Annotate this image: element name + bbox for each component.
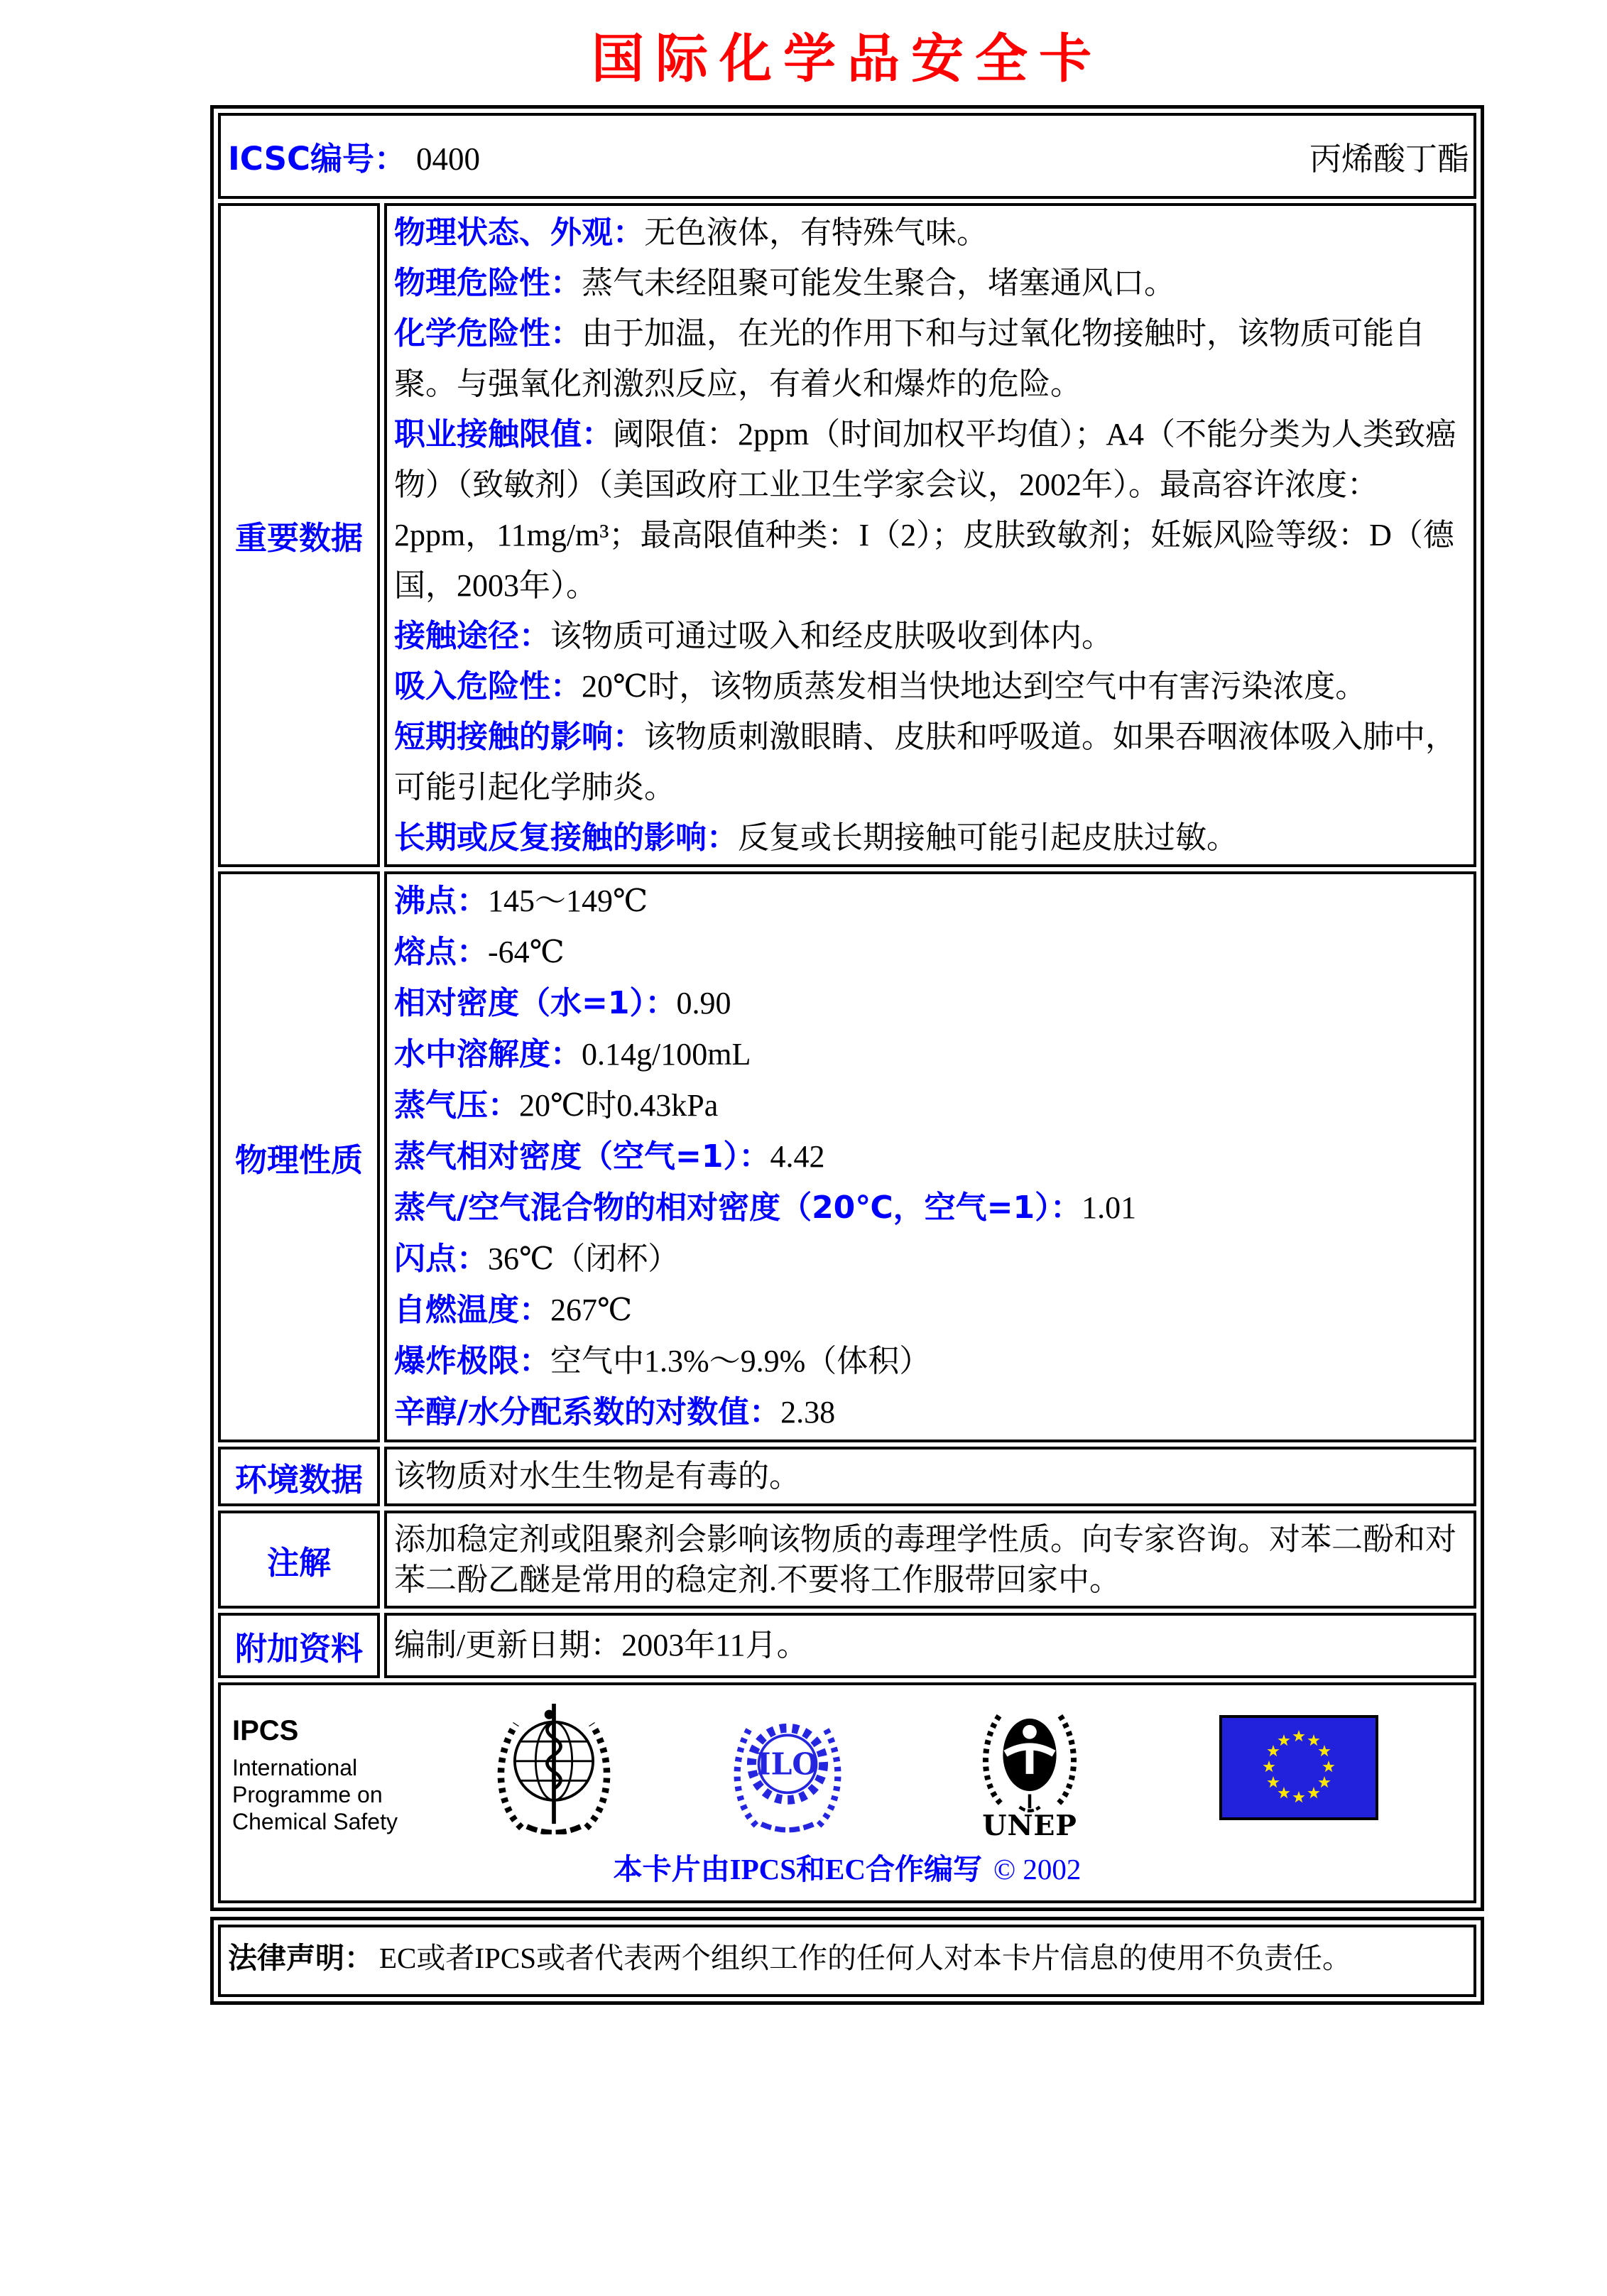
- property-label: 物理危险性：: [394, 265, 582, 301]
- property-value: 145～149℃: [488, 883, 648, 918]
- property-line: [394, 1624, 1466, 1667]
- property-line: [394, 1029, 1468, 1080]
- ipcs-title: IPCS: [232, 1715, 299, 1746]
- header-row: [218, 113, 1476, 199]
- property-line: [394, 308, 1468, 409]
- property-value: 36℃（闭杯）: [488, 1241, 680, 1276]
- property-line: [394, 258, 1468, 308]
- property-value: 阈限值：2ppm（时间加权平均值）；A4（不能分类为人类致癌物）（致敏剂）（美国政府工业卫生学家会议，2002年）。最高容许浓度：2ppm，11mg/m³；最高限值种类：I（2）；皮肤致敏剂；妊娠风险等级：D（德国，2003年）。: [394, 417, 1456, 603]
- footer-row: [218, 1682, 1476, 1903]
- eu-flag-icon: [1219, 1715, 1378, 1820]
- property-label: 长期或反复接触的影响：: [394, 820, 738, 856]
- property-value: 267℃: [550, 1293, 633, 1327]
- legal-row: [218, 1925, 1476, 1997]
- additional-info-row: [218, 1613, 1476, 1678]
- legal-label: 法律声明：: [228, 1941, 374, 1975]
- property-line: [394, 1234, 1468, 1285]
- icsc-number: [228, 133, 480, 179]
- property-line: [394, 978, 1468, 1029]
- legal-table: [210, 1917, 1484, 2005]
- property-value: 该物质可通过吸入和经皮肤吸收到体内。: [550, 619, 1113, 653]
- credit-text: 本卡片由IPCS和EC合作编写: [613, 1853, 982, 1886]
- property-label: 辛醇/水分配系数的对数值：: [394, 1394, 781, 1430]
- footer-cell: [218, 1682, 1476, 1903]
- property-line: [394, 661, 1468, 712]
- property-value: 20℃时0.43kPa: [519, 1088, 719, 1123]
- section-label-additional: 附加资料: [218, 1613, 380, 1678]
- physical-properties-content: [384, 871, 1476, 1442]
- property-line: [394, 927, 1468, 978]
- unep-logo-text: UNEP: [982, 1809, 1077, 1840]
- property-label: 水中溶解度：: [394, 1036, 582, 1072]
- page-title: 国际化学品安全卡: [592, 28, 1103, 89]
- property-line: [394, 1182, 1468, 1234]
- icsc-number-label: ICSC编号：: [228, 140, 407, 178]
- notes-row: [218, 1511, 1476, 1609]
- property-value: 4.42: [770, 1139, 825, 1174]
- section-label-physical: 物理性质: [218, 871, 380, 1442]
- property-value: 编制/更新日期：2003年11月。: [394, 1628, 808, 1663]
- property-line: [394, 1455, 1466, 1498]
- additional-info-content: [384, 1613, 1476, 1678]
- property-line: [394, 1519, 1466, 1600]
- property-label: 物理状态、外观：: [394, 214, 644, 251]
- property-label: 爆炸极限：: [394, 1343, 550, 1379]
- section-label-environment: 环境数据: [218, 1447, 380, 1506]
- ilo-logo-icon: [722, 1699, 853, 1834]
- property-value: 0.90: [676, 986, 731, 1021]
- chemical-name: 丙烯酸丁酯: [1309, 141, 1469, 177]
- ilo-logo-text: ILO: [756, 1746, 819, 1782]
- property-value: 空气中1.3%～9.9%（体积）: [550, 1344, 931, 1378]
- logo-strip: [225, 1694, 1469, 1840]
- property-label: 相对密度（水=1）：: [394, 985, 677, 1021]
- property-line: [394, 876, 1468, 927]
- property-value: -64℃: [488, 935, 565, 969]
- property-value: 添加稳定剂或阻聚剂会影响该物质的毒理学性质。向专家咨询。对苯二酚和对苯二酚乙醚是常用的稳定剂.不要将工作服带回家中。: [394, 1522, 1456, 1597]
- legal-cell: [218, 1925, 1476, 1997]
- property-label: 蒸气相对密度（空气=1）：: [394, 1138, 770, 1175]
- legal-text: EC或者IPCS或者代表两个组织工作的任何人对本卡片信息的使用不负责任。: [379, 1942, 1351, 1974]
- property-label: 熔点：: [394, 934, 488, 970]
- important-data-content: [384, 203, 1476, 867]
- property-value: 由于加温，在光的作用下和与过氧化物接触时，该物质可能自聚。与强氧化剂激烈反应，有着火和爆炸的危险。: [394, 316, 1425, 401]
- property-value: 2.38: [780, 1395, 836, 1430]
- property-line: [394, 207, 1468, 258]
- property-line: [394, 611, 1468, 661]
- property-line: [394, 409, 1468, 611]
- property-label: 蒸气压：: [394, 1087, 519, 1123]
- property-label: 沸点：: [394, 883, 488, 919]
- property-line: [394, 712, 1468, 812]
- property-value: 20℃时，该物质蒸发相当快地达到空气中有害污染浓度。: [582, 669, 1367, 704]
- who-logo-icon: [486, 1695, 621, 1834]
- property-line: [394, 1080, 1468, 1131]
- property-label: 蒸气/空气混合物的相对密度（20℃，空气=1）：: [394, 1190, 1082, 1226]
- property-value: 1.01: [1082, 1190, 1137, 1225]
- icsc-card-table: [210, 105, 1484, 1911]
- property-value: 该物质刺激眼睛、皮肤和呼吸道。如果吞咽液体吸入肺中，可能引起化学肺炎。: [394, 719, 1456, 805]
- ipcs-subtitle-line: Chemical Safety: [232, 1809, 398, 1834]
- physical-properties-row: [218, 871, 1476, 1442]
- credit-line: [225, 1846, 1469, 1888]
- notes-content: [384, 1511, 1476, 1609]
- property-label: 吸入危险性：: [394, 668, 582, 704]
- property-label: 短期接触的影响：: [394, 719, 644, 755]
- environment-data-content: [384, 1447, 1476, 1506]
- property-value: 反复或长期接触可能引起皮肤过敏。: [738, 820, 1238, 855]
- important-data-row: [218, 203, 1476, 867]
- header-cell: [218, 113, 1476, 199]
- icsc-number-value: 0400: [416, 141, 481, 177]
- ipcs-subtitle-line: International: [232, 1755, 358, 1780]
- property-label: 接触途径：: [394, 618, 550, 654]
- property-value: 蒸气未经阻聚可能发生聚合，堵塞通风口。: [582, 266, 1175, 300]
- section-label-important: 重要数据: [218, 203, 380, 867]
- property-value: 0.14g/100mL: [582, 1037, 751, 1072]
- icsc-page: [0, 28, 1607, 2296]
- property-label: 化学危险性：: [394, 315, 582, 352]
- property-line: [394, 1387, 1468, 1438]
- card-content: [210, 28, 1484, 2005]
- ipcs-subtitle-line: Programme on: [232, 1782, 383, 1807]
- property-line: [394, 812, 1468, 863]
- property-line: [394, 1336, 1468, 1387]
- unep-logo-icon: [962, 1694, 1097, 1840]
- property-value: 无色液体，有特殊气味。: [644, 215, 988, 250]
- property-label: 自燃温度：: [394, 1292, 550, 1328]
- section-label-notes: 注解: [218, 1511, 380, 1609]
- property-line: [394, 1131, 1468, 1182]
- property-value: 该物质对水生生物是有毒的。: [394, 1459, 800, 1494]
- property-line: [394, 1285, 1468, 1336]
- ipcs-block: [232, 1715, 398, 1835]
- environment-data-row: [218, 1447, 1476, 1506]
- copyright-text: © 2002: [993, 1853, 1082, 1886]
- property-label: 闪点：: [394, 1241, 488, 1277]
- property-label: 职业接触限值：: [394, 416, 613, 452]
